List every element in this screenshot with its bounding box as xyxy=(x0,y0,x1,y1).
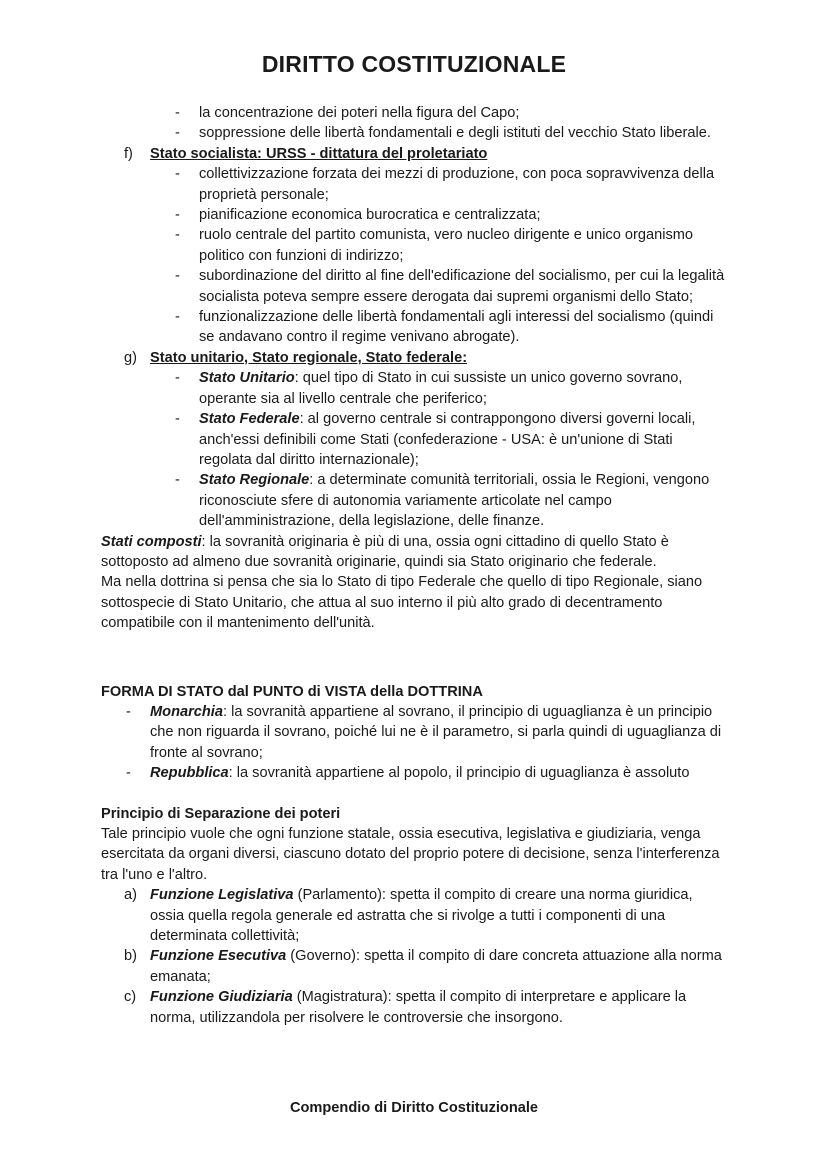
list-item xyxy=(0,103,828,123)
bullet-dash: - xyxy=(175,370,180,387)
list-marker: c) xyxy=(124,989,137,1006)
definition-text: : quel tipo di Stato in cui sussiste un unico governo sovrano, operante sia al livello centrale che periferico; xyxy=(199,370,683,407)
bullet-dash: - xyxy=(175,166,180,183)
list-item-text: subordinazione del diritto al fine dell'edificazione del socialismo, per cui la legalità socialista poteva sempre essere derogata dai supremi organismi dello Stato; xyxy=(199,268,725,305)
bullet-dash: - xyxy=(175,105,180,121)
paragraph: Tale principio vuole che ogni funzione statale, ossia esecutiva, legislativa e giudiziaria, venga esercitata da organi diversi, ciascuno dotato del proprio potere di decisione, senza l'interferenza tra l'uno e l'altro. xyxy=(101,826,720,883)
list-item xyxy=(0,368,828,409)
term: Funzione Giudiziaria xyxy=(150,989,293,1006)
list-item xyxy=(0,409,828,470)
definition-text: : a determinate comunità territoriali, ossia le Regioni, vengono riconosciute sfere di autonomia variamente articolate nel campo dell'amministrazione, della legislazione, delle finanze. xyxy=(199,472,710,530)
definition-text: : la sovranità appartiene al popolo, il principio di uguaglianza è assoluto xyxy=(228,765,690,782)
list-item xyxy=(0,987,828,1028)
list-marker: f) xyxy=(124,145,133,162)
term: Repubblica xyxy=(150,765,229,782)
list-item xyxy=(0,266,828,307)
list-item xyxy=(0,702,828,763)
term: Stati composti xyxy=(101,533,202,550)
list-item xyxy=(0,470,828,531)
section-heading: FORMA DI STATO dal PUNTO di VISTA della DOTTRINA xyxy=(101,683,483,700)
paragraph: Ma nella dottrina si pensa che sia lo Stato di tipo Federale che quello di tipo Regionale, siano sottospecie di Stato Unitario, che attua al suo interno il più alto grado di decentramento compatibile con il mantenimento dell'unità. xyxy=(101,574,703,632)
list-item-text: pianificazione economica burocratica e centralizzata; xyxy=(199,207,541,224)
list-item xyxy=(0,307,828,348)
definition-text: (Magistratura): spetta il compito di interpretare e applicare la norma, utilizzandola per risolvere le controversie che insorgono. xyxy=(150,989,687,1026)
list-item-text: la concentrazione dei poteri nella figura del Capo; xyxy=(199,105,520,121)
paragraph-text: : la sovranità originaria è più di una, ossia ogni cittadino di quello Stato è sottoposto ad almeno due sovranità originarie, quindi sia Stato originario che federale. xyxy=(101,533,669,570)
list-item-text: collettivizzazione forzata dei mezzi di produzione, con poca sopravvivenza della proprietà personale; xyxy=(199,166,715,203)
term: Funzione Legislativa xyxy=(150,887,294,904)
section-heading-text: Stato unitario, Stato regionale, Stato federale: xyxy=(150,349,468,366)
bullet-dash: - xyxy=(175,125,180,142)
term: Stato Regionale xyxy=(199,472,310,489)
bullet-dash: - xyxy=(175,411,180,428)
list-item-text: ruolo centrale del partito comunista, vero nucleo dirigente e unico organismo politico con funzioni di indirizzo; xyxy=(199,227,694,264)
list-marker: b) xyxy=(124,948,137,965)
section-f-heading xyxy=(0,144,828,164)
section-g-heading xyxy=(0,348,828,368)
paragraph-stati-composti xyxy=(0,532,828,573)
list-marker: a) xyxy=(124,887,137,904)
list-item xyxy=(0,123,828,143)
list-item xyxy=(0,205,828,225)
document-body xyxy=(0,103,828,1028)
definition-text: (Parlamento): spetta il compito di creare una norma giuridica, ossia quella regola generale ed astratta che si rivolge a tutti i componenti di una determinata collettività; xyxy=(150,887,693,945)
list-item xyxy=(0,946,828,987)
bullet-dash: - xyxy=(175,268,180,285)
term: Stato Unitario xyxy=(199,370,295,387)
page-title: DIRITTO COSTITUZIONALE xyxy=(261,51,567,77)
definition-text: (Governo): spetta il compito di dare concreta attuazione alla norma emanata; xyxy=(150,948,722,985)
term: Funzione Esecutiva xyxy=(150,948,287,965)
page-footer: Compendio di Diritto Costituzionale xyxy=(289,1100,539,1116)
list-item xyxy=(0,763,828,783)
list-item xyxy=(0,225,828,266)
definition-text: : la sovranità appartiene al sovrano, il principio di uguaglianza è un principio che non riguarda il sovrano, poiché lui ne è il parametro, si parla quindi di uguaglianza di fronte al sovrano; xyxy=(150,703,722,761)
section-heading-text: Stato socialista: URSS - dittatura del proletariato xyxy=(150,145,488,162)
list-item xyxy=(0,164,828,205)
list-marker: g) xyxy=(124,349,137,366)
bullet-dash: - xyxy=(175,207,180,224)
bullet-dash: - xyxy=(175,309,180,326)
definition-text: : al governo centrale si contrappongono diversi governi locali, anch'essi definibili come Stati (confederazione - USA: è un'unione di Stati regolata dal diritto internazionale); xyxy=(199,411,696,468)
list-item-text: funzionalizzazione delle libertà fondamentali agli interessi del socialismo (quindi se andavano contro il regime venivano abrogate). xyxy=(199,309,714,346)
term: Stato Federale xyxy=(199,411,300,428)
bullet-dash: - xyxy=(175,472,180,489)
list-item-text: soppressione delle libertà fondamentali e degli istituti del vecchio Stato liberale. xyxy=(199,125,711,142)
bullet-dash: - xyxy=(126,765,131,782)
term: Monarchia xyxy=(150,703,223,720)
section-heading: Principio di Separazione dei poteri xyxy=(101,805,341,822)
bullet-dash: - xyxy=(126,703,131,720)
bullet-dash: - xyxy=(175,227,180,244)
list-item xyxy=(0,885,828,946)
